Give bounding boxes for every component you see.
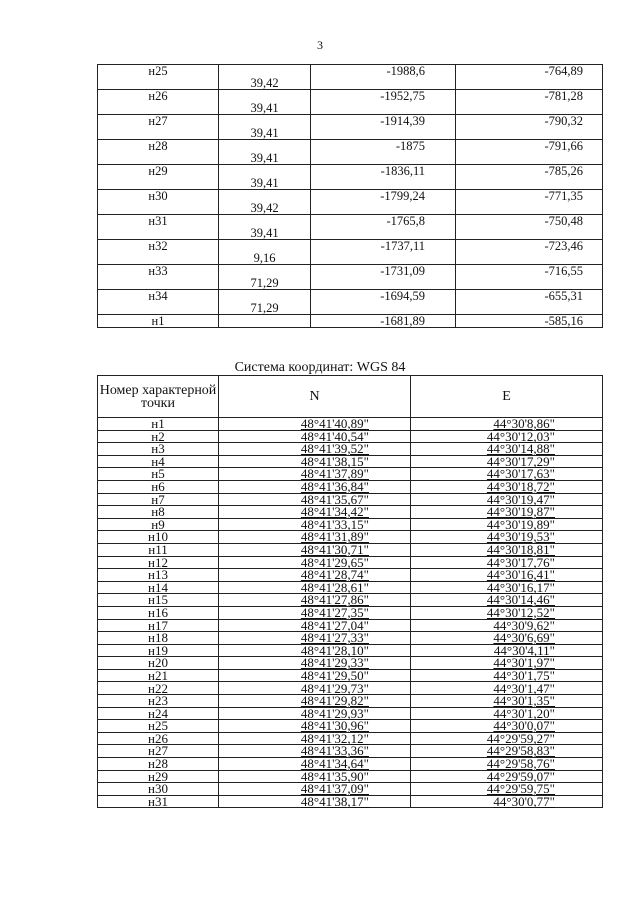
point-cell: н16 <box>98 606 219 619</box>
point-cell: н33 <box>98 265 219 278</box>
e-cell: 44°30'0,07" <box>411 720 603 733</box>
y-cell: -585,16 <box>456 315 603 328</box>
coordinates-table-local-body <box>98 65 603 328</box>
y-cell: -723,46 <box>456 240 603 253</box>
table-row <box>98 165 603 178</box>
table-row <box>98 190 603 203</box>
n-cell: 48°41'38,15" <box>219 455 411 468</box>
n-cell: 48°41'35,90" <box>219 770 411 783</box>
n-cell: 48°41'36,84" <box>219 480 411 493</box>
point-cell: н31 <box>98 795 219 808</box>
point-cell: н20 <box>98 657 219 670</box>
e-cell: 44°30'1,47" <box>411 682 603 695</box>
empty-cell <box>456 102 603 115</box>
empty-cell <box>98 77 219 90</box>
n-cell: 48°41'30,71" <box>219 543 411 556</box>
table-row <box>98 240 603 253</box>
y-cell: -790,32 <box>456 115 603 128</box>
point-cell: н28 <box>98 140 219 153</box>
distance-row <box>98 127 603 140</box>
empty-cell <box>456 227 603 240</box>
e-cell: 44°30'12,03" <box>411 430 603 443</box>
point-cell: н21 <box>98 669 219 682</box>
y-cell: -750,48 <box>456 215 603 228</box>
table-header-row <box>98 376 603 418</box>
e-cell: 44°30'19,89" <box>411 518 603 531</box>
empty-cell <box>311 277 456 290</box>
x-cell: -1914,39 <box>311 115 456 128</box>
coordinate-system-caption: Система координат: WGS 84 <box>234 360 406 375</box>
coordinates-table-local <box>97 64 603 328</box>
empty-cell <box>456 302 603 315</box>
empty-cell <box>311 177 456 190</box>
point-cell: н12 <box>98 556 219 569</box>
distance-cell: 71,29 <box>219 302 311 315</box>
empty-cell <box>456 152 603 165</box>
empty-cell <box>98 127 219 140</box>
coordinates-table-wgs84 <box>97 375 603 808</box>
point-cell: н10 <box>98 531 219 544</box>
n-cell: 48°41'28,74" <box>219 569 411 582</box>
y-cell: -764,89 <box>456 65 603 78</box>
table-row <box>98 265 603 278</box>
empty-cell <box>98 152 219 165</box>
table-row <box>98 315 603 328</box>
empty-cell <box>219 315 311 328</box>
e-cell: 44°29'59,75" <box>411 783 603 796</box>
point-cell: н34 <box>98 290 219 303</box>
x-cell: -1799,24 <box>311 190 456 203</box>
y-cell: -781,28 <box>456 90 603 103</box>
table-row <box>98 90 603 103</box>
e-cell: 44°30'17,29" <box>411 455 603 468</box>
n-cell: 48°41'38,17" <box>219 795 411 808</box>
e-cell: 44°29'58,83" <box>411 745 603 758</box>
e-cell: 44°29'59,07" <box>411 770 603 783</box>
point-cell: н6 <box>98 480 219 493</box>
e-cell: 44°30'18,72" <box>411 480 603 493</box>
n-cell: 48°41'30,96" <box>219 720 411 733</box>
y-cell: -771,35 <box>456 190 603 203</box>
e-cell: 44°30'0,77" <box>411 795 603 808</box>
n-cell: 48°41'27,33" <box>219 632 411 645</box>
point-cell: н27 <box>98 115 219 128</box>
table-row <box>98 65 603 78</box>
n-cell: 48°41'29,82" <box>219 695 411 708</box>
empty-cell <box>98 102 219 115</box>
x-cell: -1988,6 <box>311 65 456 78</box>
n-cell: 48°41'31,89" <box>219 531 411 544</box>
empty-cell <box>98 252 219 265</box>
point-cell: н26 <box>98 732 219 745</box>
table-row <box>98 795 603 808</box>
n-cell: 48°41'27,35" <box>219 606 411 619</box>
empty-cell <box>311 302 456 315</box>
x-cell: -1731,09 <box>311 265 456 278</box>
e-cell: 44°30'1,75" <box>411 669 603 682</box>
distance-cell: 39,42 <box>219 202 311 215</box>
e-cell: 44°30'6,69" <box>411 632 603 645</box>
distance-row <box>98 202 603 215</box>
e-cell: 44°30'19,53" <box>411 531 603 544</box>
coordinates-table-wgs84-body <box>98 418 603 808</box>
empty-cell <box>311 202 456 215</box>
n-cell: 48°41'29,33" <box>219 657 411 670</box>
distance-row <box>98 102 603 115</box>
distance-cell: 39,41 <box>219 177 311 190</box>
point-cell: н24 <box>98 707 219 720</box>
n-cell: 48°41'39,52" <box>219 443 411 456</box>
x-cell: -1836,11 <box>311 165 456 178</box>
point-cell: н29 <box>98 770 219 783</box>
empty-cell <box>311 77 456 90</box>
point-cell: н27 <box>98 745 219 758</box>
x-cell: -1681,89 <box>311 315 456 328</box>
point-cell: н13 <box>98 569 219 582</box>
x-cell: -1694,59 <box>311 290 456 303</box>
distance-cell: 39,41 <box>219 227 311 240</box>
e-cell: 44°30'17,76" <box>411 556 603 569</box>
empty-cell <box>456 202 603 215</box>
table-row <box>98 140 603 153</box>
distance-row <box>98 77 603 90</box>
point-cell: н17 <box>98 619 219 632</box>
n-cell: 48°41'34,64" <box>219 758 411 771</box>
n-cell: 48°41'33,36" <box>219 745 411 758</box>
point-cell: н31 <box>98 215 219 228</box>
x-cell: -1952,75 <box>311 90 456 103</box>
e-cell: 44°30'1,97" <box>411 657 603 670</box>
e-cell: 44°30'18,81" <box>411 543 603 556</box>
n-cell: 48°41'29,73" <box>219 682 411 695</box>
point-cell: н19 <box>98 644 219 657</box>
point-cell: н8 <box>98 506 219 519</box>
point-cell: н28 <box>98 758 219 771</box>
e-cell: 44°30'16,17" <box>411 581 603 594</box>
point-cell: н15 <box>98 594 219 607</box>
point-cell: н9 <box>98 518 219 531</box>
distance-cell: 39,42 <box>219 77 311 90</box>
n-cell: 48°41'40,89" <box>219 418 411 431</box>
empty-cell <box>456 252 603 265</box>
table-row <box>98 290 603 303</box>
point-cell: н18 <box>98 632 219 645</box>
n-cell: 48°41'32,12" <box>219 732 411 745</box>
table-row <box>98 115 603 128</box>
point-cell: н3 <box>98 443 219 456</box>
point-cell: н26 <box>98 90 219 103</box>
e-cell: 44°30'9,62" <box>411 619 603 632</box>
point-cell: н4 <box>98 455 219 468</box>
y-cell: -785,26 <box>456 165 603 178</box>
header-n: N <box>219 376 411 418</box>
e-cell: 44°30'19,47" <box>411 493 603 506</box>
point-cell: н2 <box>98 430 219 443</box>
e-cell: 44°30'14,88" <box>411 443 603 456</box>
n-cell: 48°41'35,67" <box>219 493 411 506</box>
point-cell: н14 <box>98 581 219 594</box>
point-cell: н25 <box>98 65 219 78</box>
e-cell: 44°30'14,46" <box>411 594 603 607</box>
n-cell: 48°41'27,86" <box>219 594 411 607</box>
x-cell: -1737,11 <box>311 240 456 253</box>
n-cell: 48°41'28,61" <box>219 581 411 594</box>
empty-cell <box>311 102 456 115</box>
e-cell: 44°30'12,52" <box>411 606 603 619</box>
empty-cell <box>456 77 603 90</box>
n-cell: 48°41'29,65" <box>219 556 411 569</box>
point-cell: н22 <box>98 682 219 695</box>
e-cell: 44°29'59,27" <box>411 732 603 745</box>
y-cell: -655,31 <box>456 290 603 303</box>
distance-row <box>98 252 603 265</box>
distance-cell: 9,16 <box>219 252 311 265</box>
distance-row <box>98 177 603 190</box>
page-number: 3 <box>317 38 323 52</box>
empty-cell <box>98 177 219 190</box>
distance-row <box>98 302 603 315</box>
empty-cell <box>98 227 219 240</box>
e-cell: 44°30'1,35" <box>411 695 603 708</box>
e-cell: 44°30'8,86" <box>411 418 603 431</box>
point-cell: н32 <box>98 240 219 253</box>
point-cell: н7 <box>98 493 219 506</box>
distance-cell: 39,41 <box>219 127 311 140</box>
point-cell: н23 <box>98 695 219 708</box>
empty-cell <box>98 202 219 215</box>
empty-cell <box>311 152 456 165</box>
e-cell: 44°30'4,11" <box>411 644 603 657</box>
empty-cell <box>311 252 456 265</box>
x-cell: -1875 <box>311 140 456 153</box>
n-cell: 48°41'40,54" <box>219 430 411 443</box>
empty-cell <box>311 227 456 240</box>
n-cell: 48°41'28,10" <box>219 644 411 657</box>
n-cell: 48°41'37,09" <box>219 783 411 796</box>
point-cell: н29 <box>98 165 219 178</box>
n-cell: 48°41'34,42" <box>219 506 411 519</box>
point-cell: н30 <box>98 190 219 203</box>
distance-cell: 39,41 <box>219 152 311 165</box>
n-cell: 48°41'29,50" <box>219 669 411 682</box>
e-cell: 44°30'1,20" <box>411 707 603 720</box>
e-cell: 44°29'58,76" <box>411 758 603 771</box>
y-cell: -716,55 <box>456 265 603 278</box>
table-row <box>98 215 603 228</box>
empty-cell <box>456 177 603 190</box>
distance-row <box>98 152 603 165</box>
distance-row <box>98 227 603 240</box>
empty-cell <box>456 127 603 140</box>
e-cell: 44°30'16,41" <box>411 569 603 582</box>
point-cell: н11 <box>98 543 219 556</box>
distance-row <box>98 277 603 290</box>
point-cell: н25 <box>98 720 219 733</box>
e-cell: 44°30'19,87" <box>411 506 603 519</box>
header-e: E <box>411 376 603 418</box>
point-cell: н30 <box>98 783 219 796</box>
e-cell: 44°30'17,63" <box>411 468 603 481</box>
n-cell: 48°41'33,15" <box>219 518 411 531</box>
x-cell: -1765,8 <box>311 215 456 228</box>
n-cell: 48°41'27,04" <box>219 619 411 632</box>
distance-cell: 71,29 <box>219 277 311 290</box>
point-cell: н1 <box>98 418 219 431</box>
header-point-number: Номер характерной точки <box>98 376 219 418</box>
y-cell: -791,66 <box>456 140 603 153</box>
point-cell: н1 <box>98 315 219 328</box>
distance-cell: 39,41 <box>219 102 311 115</box>
empty-cell <box>311 127 456 140</box>
empty-cell <box>98 302 219 315</box>
point-cell: н5 <box>98 468 219 481</box>
empty-cell <box>98 277 219 290</box>
n-cell: 48°41'29,93" <box>219 707 411 720</box>
empty-cell <box>456 277 603 290</box>
n-cell: 48°41'37,89" <box>219 468 411 481</box>
